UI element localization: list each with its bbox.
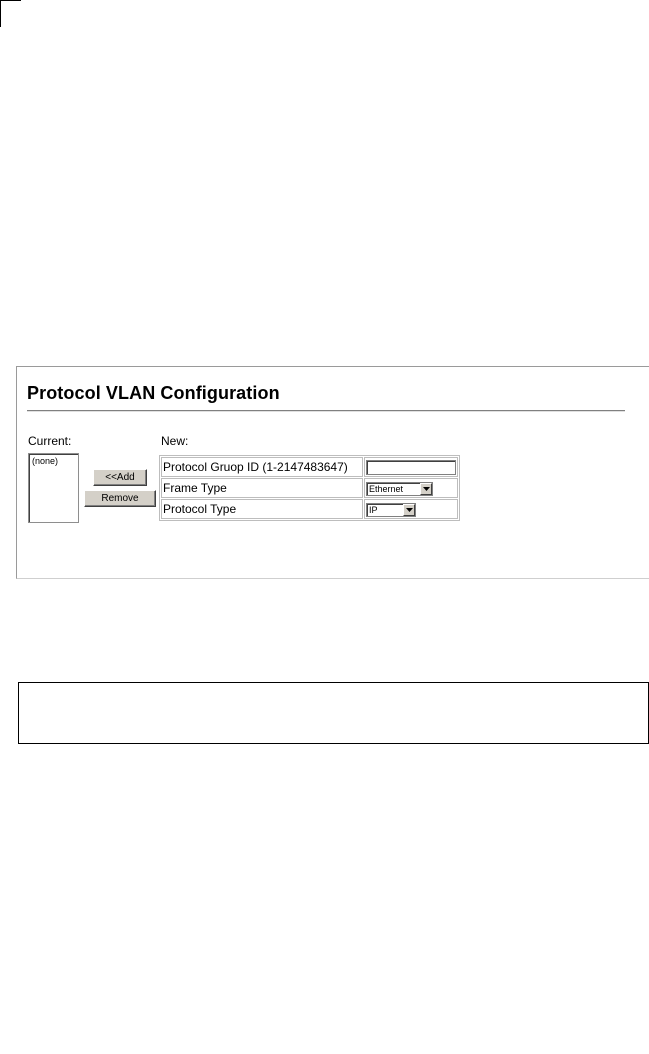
- crop-mark-vertical: [0, 0, 1, 27]
- protocol-group-id-input[interactable]: [366, 460, 456, 475]
- protocol-type-cell: [364, 499, 458, 519]
- list-item[interactable]: (none): [32, 456, 59, 466]
- table-row: [161, 478, 458, 498]
- command-box: [18, 682, 649, 744]
- new-label: New:: [161, 434, 189, 448]
- add-button[interactable]: <<Add: [93, 469, 147, 486]
- protocol-group-id-label: Protocol Gruop ID (1-2147483647): [161, 457, 363, 477]
- table-row: [161, 499, 458, 519]
- protocol-type-label: Protocol Type: [161, 499, 363, 519]
- remove-button[interactable]: Remove: [84, 490, 156, 507]
- frame-type-label: Frame Type: [161, 478, 363, 498]
- frame-type-cell: [364, 478, 458, 498]
- current-label: Current:: [28, 434, 72, 448]
- protocol-vlan-screenshot: [16, 366, 649, 579]
- table-row: [161, 457, 458, 477]
- chevron-down-icon[interactable]: [403, 504, 415, 516]
- protocol-group-id-cell: [364, 457, 458, 477]
- crop-mark-horizontal: [0, 0, 21, 1]
- new-protocol-table: [159, 455, 460, 521]
- frame-type-select[interactable]: [366, 482, 433, 496]
- title-divider: [27, 410, 625, 412]
- page-title: Protocol VLAN Configuration: [27, 383, 280, 403]
- frame-type-selected: Ethernet: [369, 483, 404, 494]
- chevron-down-icon[interactable]: [420, 483, 432, 495]
- protocol-type-selected: IP: [369, 504, 378, 515]
- current-list[interactable]: [28, 453, 79, 523]
- protocol-type-select[interactable]: [366, 503, 416, 517]
